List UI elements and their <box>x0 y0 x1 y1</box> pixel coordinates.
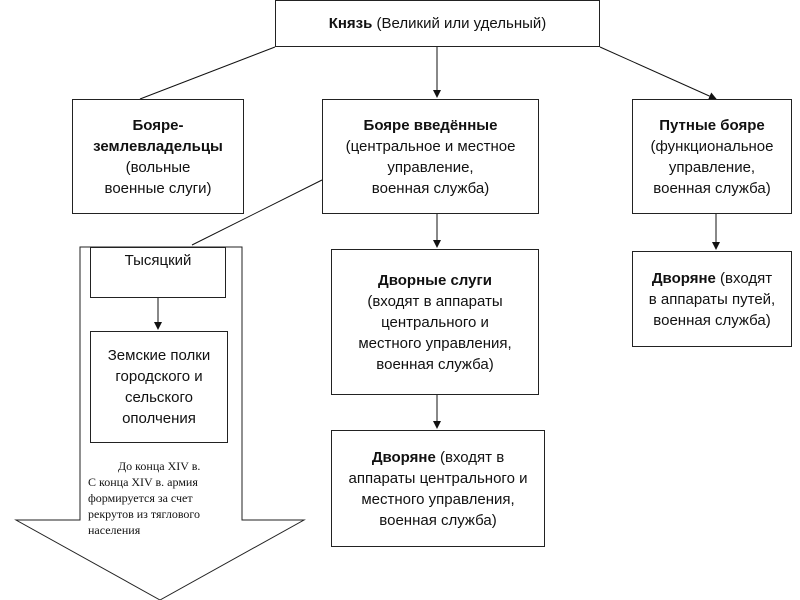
nobles-travel-title: Дворяне <box>651 269 716 287</box>
army-note-line-1: До конца XIV в. <box>118 459 201 473</box>
nobles-center-desc-3: местного управления, <box>361 490 515 508</box>
boyars-landowners-title-2: землевладельцы <box>93 137 223 155</box>
nobles-center-title: Дворяне <box>371 448 436 466</box>
prince-title: Князь <box>328 15 373 32</box>
nobles-travel-line-1 <box>652 268 772 289</box>
boyars-travel-node <box>632 99 792 214</box>
nobles-travel-desc-2: в аппараты путей, <box>648 290 776 308</box>
edge-root-travel <box>600 47 716 99</box>
prince-subtitle: (Великий или удельный) <box>376 15 547 32</box>
boyars-travel-title: Путные бояре <box>659 116 765 134</box>
zemsky-regiments-node <box>90 331 228 443</box>
boyars-travel-desc-2: управление, <box>668 158 756 176</box>
court-servants-node <box>331 249 539 395</box>
court-servants-desc-2: центрального и <box>381 313 489 331</box>
nobles-center-line-1 <box>372 447 504 468</box>
nobles-center-node <box>331 430 545 547</box>
army-note-line-4: рекрутов из тяглового <box>88 507 201 521</box>
boyars-landowners-desc-1: (вольные <box>125 158 191 176</box>
boyars-landowners-title-1: Бояре- <box>132 116 184 134</box>
prince-node <box>275 0 600 47</box>
nobles-travel-node <box>632 251 792 347</box>
zemsky-line-3: сельского <box>125 389 193 406</box>
boyars-introduced-desc-2: управление, <box>387 158 474 176</box>
nobles-travel-desc-1: (входят <box>715 269 773 287</box>
army-note <box>84 458 254 538</box>
boyars-travel-desc-1: (функциональное <box>650 137 774 155</box>
boyars-introduced-title: Бояре введённые <box>363 116 498 134</box>
army-note-line-3: формируется за счет <box>88 491 193 505</box>
zemsky-line-1: Земские полки <box>107 347 211 364</box>
boyars-landowners-node <box>72 99 244 214</box>
zemsky-line-4: ополчения <box>122 410 196 427</box>
army-note-line-2: С конца XIV в. армия <box>88 475 198 489</box>
thousand-title: Тысяцкий <box>124 252 192 269</box>
court-servants-title: Дворные слуги <box>378 271 492 289</box>
nobles-center-desc-1: (входят в <box>435 448 505 466</box>
edge-root-boyars-land <box>140 47 275 99</box>
court-servants-desc-3: местного управления, <box>358 334 512 352</box>
nobles-center-desc-4: военная служба) <box>379 511 497 529</box>
boyars-landowners-desc-2: военные слуги) <box>104 179 212 197</box>
boyars-introduced-desc-1: (центральное и местное <box>345 137 516 155</box>
boyars-introduced-node <box>322 99 539 214</box>
court-servants-desc-1: (входят в аппараты <box>367 292 503 310</box>
army-note-line-5: населения <box>88 523 141 537</box>
boyars-travel-desc-3: военная служба) <box>653 179 771 197</box>
nobles-center-desc-2: аппараты центрального и <box>348 469 528 487</box>
thousand-node <box>90 247 226 298</box>
zemsky-line-2: городского и <box>115 368 203 385</box>
boyars-introduced-desc-3: военная служба) <box>371 179 490 197</box>
court-servants-desc-4: военная служба) <box>376 355 494 373</box>
nobles-travel-desc-3: военная служба) <box>653 311 771 329</box>
